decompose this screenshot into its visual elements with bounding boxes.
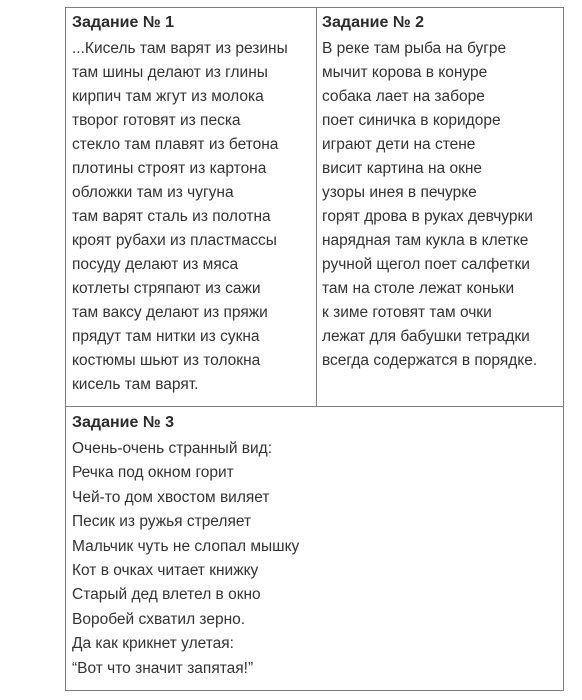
row-divider [66, 406, 563, 407]
task-3-cell [72, 413, 552, 681]
text-line: В реке там рыба на бугре [322, 40, 507, 57]
text-line: Речка под окном горит [72, 464, 234, 482]
text-line: Песик из ружья стреляет [72, 513, 252, 531]
text-line: Мальчик чуть не слопал мышку [72, 537, 300, 555]
text-line: всегда содержатся в порядке. [322, 352, 538, 369]
tasks-table [65, 7, 564, 691]
text-line: к зиме готовят там очки [322, 304, 492, 321]
text-line: плотины строят из картона [72, 160, 267, 177]
text-line: Да как крикнет улетая: [72, 635, 234, 653]
text-line: творог готовят из песка [72, 112, 241, 129]
text-line: кирпич там жгут из молока [72, 88, 264, 105]
text-line: висит картина на окне [322, 160, 483, 177]
text-line: костюмы шьют из толокна [72, 352, 261, 369]
text-line: ручной щегол поет салфетки [322, 256, 530, 273]
task-1-cell [72, 13, 316, 397]
text-line: Кот в очках читает книжку [72, 561, 259, 579]
text-line: лежат для бабушки тетрадки [322, 328, 530, 345]
text-line: играют дети на стене [322, 136, 476, 153]
text-line: ...Кисель там варят из резины [72, 40, 288, 57]
text-line: “Вот что значит запятая!” [72, 659, 254, 677]
task-2-title: Задание № 2 [322, 14, 424, 31]
text-line: там варят сталь из полотна [72, 208, 271, 225]
text-line: обложки там из чугуна [72, 184, 234, 201]
task-2-cell [322, 13, 564, 373]
text-line: прядут там нитки из сукна [72, 328, 260, 345]
text-line: мычит корова в конуре [322, 64, 488, 81]
text-line: стекло там плавят из бетона [72, 136, 279, 153]
text-line: котлеты стряпают из сажи [72, 280, 261, 297]
text-line: горят дрова в руках девчурки [322, 208, 533, 225]
text-line: там ваксу делают из пряжи [72, 304, 268, 321]
text-line: Воробей схватил зерно. [72, 610, 246, 628]
text-line: поет синичка в коридоре [322, 112, 501, 129]
text-line: Очень-очень странный вид: [72, 440, 273, 457]
text-line: нарядная там кукла в клетке [322, 232, 529, 249]
text-line: кроят рубахи из пластмассы [72, 232, 277, 249]
text-line: Чей-то дом хвостом виляет [72, 488, 270, 506]
text-line: там шины делают из глины [72, 64, 268, 81]
text-line: Старый дед влетел в окно [72, 586, 261, 604]
task-3-title: Задание № 3 [72, 414, 174, 431]
column-divider [316, 8, 317, 406]
text-line: собака лает на заборе [322, 88, 485, 105]
task-3-text [72, 437, 552, 681]
text-line: кисель там варят. [72, 376, 199, 393]
text-line: посуду делают из мяса [72, 256, 239, 273]
text-line: узоры инея в печурке [322, 184, 477, 201]
text-line: там на столе лежат коньки [322, 280, 515, 297]
task-1-title: Задание № 1 [72, 14, 174, 31]
task-1-text [72, 37, 316, 397]
task-2-text [322, 37, 564, 373]
